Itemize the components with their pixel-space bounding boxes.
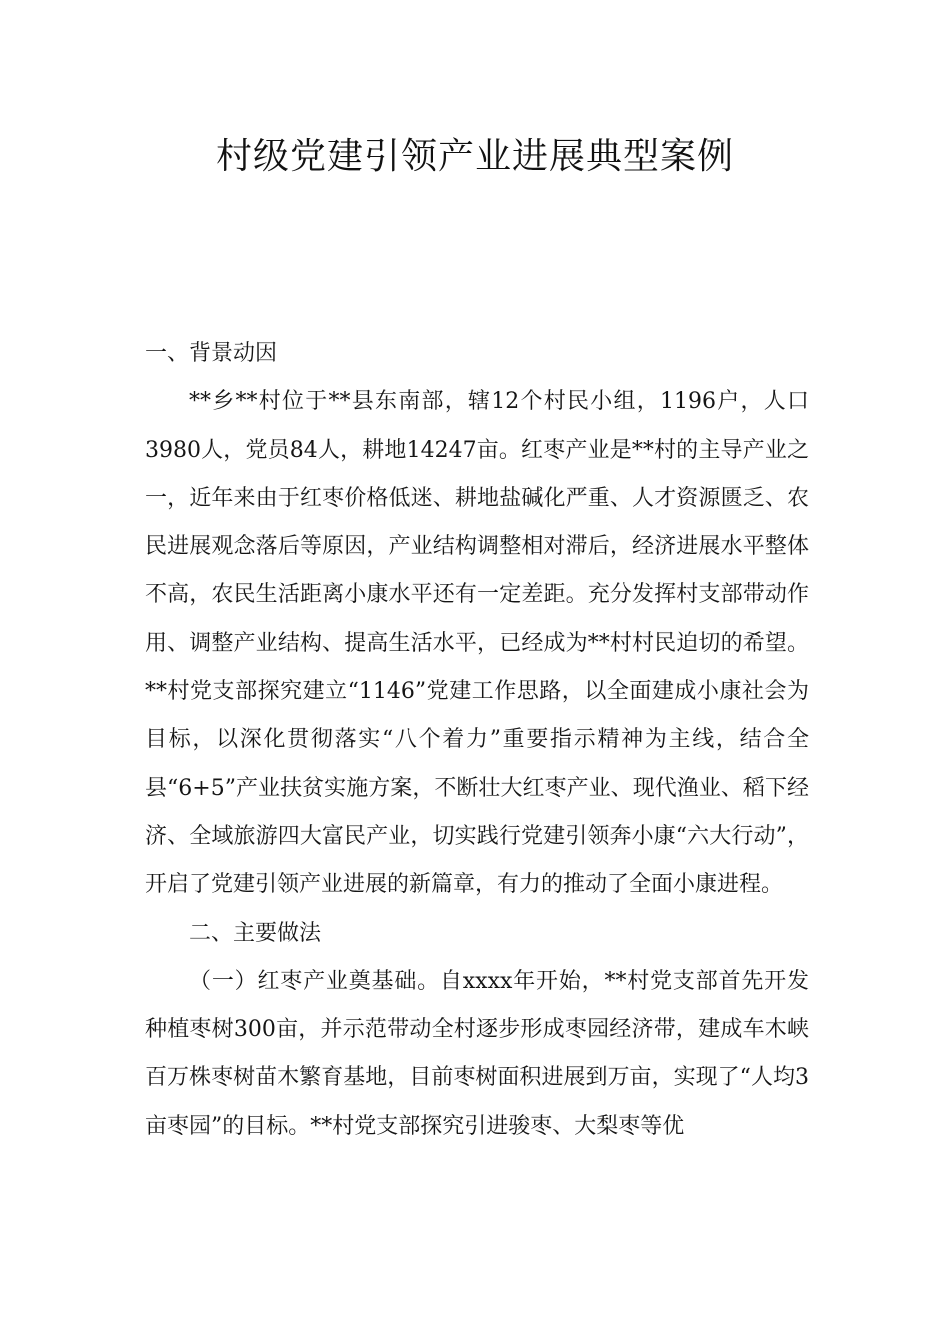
section-paragraph: **乡**村位于**县东南部，辖12个村民小组，1196户，人口3980人，党员84人，耕地14247亩。红枣产业是**村的主导产业之一，近年来由于红枣价格低迷、耕地盐碱化严重、人才资源匮乏、农民进展观念落后等原因，产业结构调整相对滞后，经济进展水平整体不高，农民生活距离小康水平还有一定差距。充分发挥村支部带动作用、调整产业结构、提高生活水平，已经成为**村村民迫切的希望。**村党支部探究建立“1146”党建工作思路，以全面建成小康社会为目标，以深化贯彻落实“八个着力”重要指示精神为主线，结合全县“6+5”产业扶贫实施方案，不断壮大红枣产业、现代渔业、稻下经济、全域旅游四大富民产业，切实践行党建引领奔小康“六大行动”，开启了党建引领产业进展的新篇章，有力的推动了全面小康进程。 <box>145 389 809 898</box>
document-title: 村级党建引领产业进展典型案例 <box>215 136 734 177</box>
section-heading: 二、主要做法 <box>189 920 322 946</box>
document-body <box>145 330 809 1151</box>
section-paragraph: （一）红枣产业奠基础。自xxxx年开始，**村党支部首先开发种植枣树300亩，并示范带动全村逐步形成枣园经济带，建成车木峡百万株枣树苗木繁育基地，目前枣树面积进展到万亩，实现了“人均3亩枣园”的目标。**村党支部探究引进骏枣、大梨枣等优 <box>145 968 809 1139</box>
section-heading: 一、背景动因 <box>145 341 278 366</box>
